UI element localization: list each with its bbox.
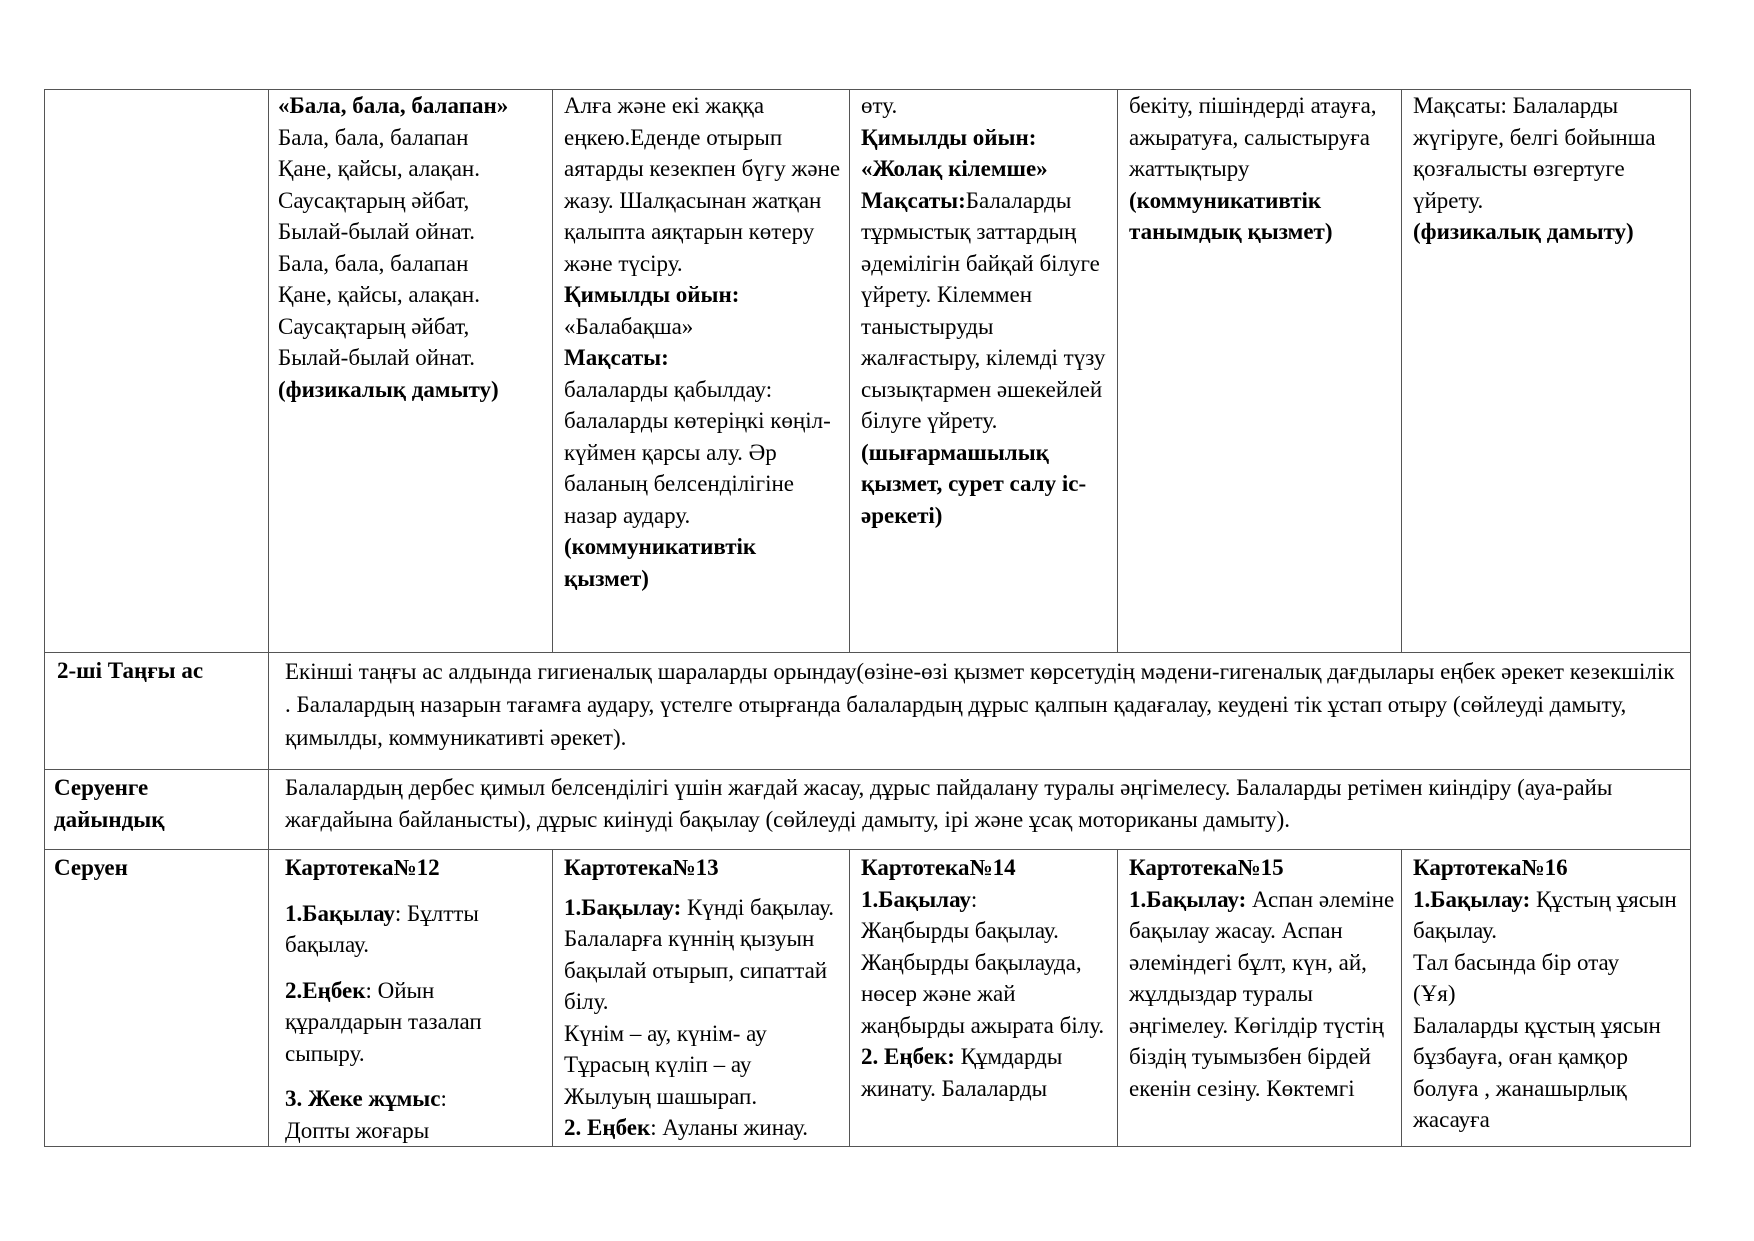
poem-line: Жылуың шашырап. bbox=[564, 1083, 758, 1109]
activity-tag: (коммуникативтік қызмет) bbox=[564, 534, 757, 591]
rhyme-line: Бала, бала, балапан bbox=[278, 250, 469, 276]
game-label: Қимылды ойын: bbox=[564, 282, 740, 307]
goal-paragraph bbox=[861, 188, 1105, 528]
morning-cell-3 bbox=[850, 90, 1118, 653]
poem-line: Күнім – ау, күнім- ау bbox=[564, 1020, 767, 1046]
walk-cell-13 bbox=[553, 850, 850, 1147]
walk-label-text: Серуен bbox=[54, 855, 128, 880]
observation-text: Аспан әлеміне бақылау жасау. Аспан әлеміндегі бұлт, күн, ай, жұлдыздар туралы әңгімелеу. Көгілдір түстің біздің туымызбен бірдей екенін сезіну. Көктемгі bbox=[1129, 886, 1395, 1101]
rhyme-title: «Бала, бала, балапан» bbox=[278, 93, 509, 118]
walk-prep-row bbox=[45, 770, 1691, 850]
walk-cell-12 bbox=[269, 850, 553, 1147]
activity-tag: (физикалық дамыту) bbox=[1413, 219, 1634, 244]
plan-table bbox=[44, 89, 1691, 1147]
walk-row bbox=[45, 850, 1691, 1147]
rhyme-line: Саусақтарың әйбат, bbox=[278, 187, 470, 213]
work-text: : Ауланы жинау. bbox=[650, 1115, 809, 1140]
goal-text: Балаларды құстың ұясын бұзбауға, оған қамқор болуға , жанашырлық жасауға bbox=[1413, 1012, 1661, 1132]
morning-row bbox=[45, 90, 1691, 653]
walk-cell-14 bbox=[850, 850, 1118, 1147]
breakfast-row bbox=[45, 653, 1691, 770]
walk-cell-15 bbox=[1118, 850, 1402, 1147]
breakfast-text: Екінші таңғы ас алдында гигиеналық шараларды орындау(өзіне-өзі қызмет көрсетудің мәдени-гигеналық дағдылары еңбек әрекет кезекшілік . Балалардың назарын тағамға аудару, үстелге отырғанда балалардың дұрыс қалпын қадағалау, кеудені тік ұстап отыру (сөйлеуді дамыту, қимылды, коммуникативті әрекет). bbox=[285, 659, 1675, 750]
work-text: : Ойын құралдарын тазалап сыпыру. bbox=[285, 977, 482, 1066]
task-text: бекіту, пішіндерді атауға, ажыратуға, салыстыруға жаттықтыру bbox=[1129, 93, 1377, 181]
activity-tag: (шығармашылық қызмет, сурет салу іс-әрекеті) bbox=[861, 439, 1087, 528]
individual-label: 3. Жеке жұмыс bbox=[285, 1086, 441, 1111]
work-label: 2.Еңбек bbox=[285, 977, 366, 1003]
walk-prep-label bbox=[45, 770, 269, 850]
rhyme-line: Бала, бала, балапан bbox=[278, 124, 469, 150]
rhyme-line: Саусақтарың әйбат, bbox=[278, 313, 470, 339]
observation-item bbox=[861, 884, 1111, 916]
card-title: Картотека№15 bbox=[1129, 855, 1284, 880]
rhyme-line: Қане, қайсы, алақан. bbox=[278, 156, 480, 181]
continued-text: өту. bbox=[861, 93, 898, 118]
goal-text: Балаларды тұрмыстық заттардың әдемілігін байқай білуге үйрету. Кілеммен таныстыруды жалғастыру, кілемді түзу сызықтармен әшекейлей білуге үйрету. bbox=[861, 187, 1106, 433]
observation-label: 1.Бақылау: bbox=[564, 894, 682, 920]
observation-item bbox=[1129, 884, 1395, 1105]
observation-label: 1.Бақылау bbox=[861, 886, 971, 912]
card-title: Картотека№14 bbox=[861, 855, 1016, 880]
walk-prep-label-text: Серуенге дайындық bbox=[54, 775, 165, 832]
morning-label-cell bbox=[45, 90, 269, 653]
observation-text: Құстың ұясын бақылау. bbox=[1413, 886, 1677, 943]
riddle-answer: (Ұя) bbox=[1413, 981, 1456, 1006]
observation-label: 1.Бақылау: bbox=[1129, 886, 1247, 912]
riddle-line: Тал басында бір отау bbox=[1413, 949, 1620, 975]
walk-label bbox=[45, 850, 269, 1147]
walk-prep-text: Балалардың дербес қимыл белсенділігі үшін жағдай жасау, дұрыс пайдалану туралы әңгімелесу. Балаларды ретімен киіндіру (ауа-райы жағдайына байланысты), дұрыс киінуді бақылау (сөйлеуді дамыту, ірі және ұсақ моториканы дамыту). bbox=[285, 775, 1613, 832]
observation-text: Күнді бақылау. Балаларға күннің қызуын бақылай отырып, сипаттай білу. bbox=[564, 894, 835, 1014]
individual-colon: : bbox=[440, 1086, 447, 1111]
rhyme-line: Былай-былай ойнат. bbox=[278, 219, 476, 244]
card-title: Картотека№13 bbox=[564, 855, 719, 880]
game-label: Қимылды ойын: bbox=[861, 124, 1037, 150]
observation-text: Жаңбырды бақылау. Жаңбырды бақылауда, нөсер және жай жаңбырды ажырата білу. bbox=[861, 918, 1105, 1038]
observation-item bbox=[1413, 884, 1684, 947]
rhyme-line: Қане, қайсы, алақан. bbox=[278, 282, 480, 307]
observation-colon: : bbox=[970, 886, 978, 912]
observation-item bbox=[564, 892, 843, 1018]
morning-cell-1 bbox=[269, 90, 553, 653]
activity-tag: (физикалық дамыту) bbox=[278, 376, 499, 402]
card-title: Картотека№16 bbox=[1413, 855, 1568, 880]
breakfast-label bbox=[45, 653, 269, 770]
individual-item bbox=[285, 1083, 546, 1115]
observation-label: 1.Бақылау: bbox=[1413, 886, 1531, 912]
goal-label: Мақсаты: bbox=[861, 187, 966, 213]
walk-prep-text-cell bbox=[269, 770, 1691, 850]
observation-label: 1.Бақылау bbox=[285, 900, 395, 926]
activity-tag: (коммуникативтік танымдық қызмет) bbox=[1129, 187, 1333, 244]
work-item bbox=[285, 975, 546, 1070]
breakfast-text-cell bbox=[269, 653, 1691, 770]
rhyme-line: Былай-былай ойнат. bbox=[278, 345, 476, 370]
poem-line: Тұрасың күліп – ау bbox=[564, 1052, 752, 1077]
work-label: 2. Еңбек: bbox=[861, 1044, 955, 1069]
work-text: Құмдарды жинату. Балаларды bbox=[861, 1044, 1063, 1101]
individual-text: Допты жоғары bbox=[285, 1117, 430, 1143]
observation-text: : Бұлтты бақылау. bbox=[285, 900, 479, 957]
card-title: Картотека№12 bbox=[285, 855, 440, 880]
goal-text: балаларды қабылдау: балаларды көтеріңкі көңіл-күймен қарсы алу. Әр баланың белсенділігіне назар аудару. bbox=[564, 376, 831, 528]
work-item bbox=[564, 1112, 843, 1144]
goal-text: Мақсаты: Балаларды жүгіруге, белгі бойынша қозғалысты өзгертуге үйрету. bbox=[1413, 93, 1656, 213]
goal-label: Мақсаты: bbox=[564, 345, 669, 370]
morning-cell-2 bbox=[553, 90, 850, 653]
morning-cell-5 bbox=[1402, 90, 1691, 653]
morning-cell-4 bbox=[1118, 90, 1402, 653]
walk-cell-16 bbox=[1402, 850, 1691, 1147]
game-name: «Жолақ кілемше» bbox=[861, 156, 1048, 181]
exercise-text: Алға және екі жаққа еңкею.Еденде отырып аятарды кезекпен бүгу және жазу. Шалқасынан жатқан қалыпта аяқтарын көтеру және түсіру. bbox=[564, 93, 841, 276]
work-item bbox=[861, 1041, 1111, 1104]
work-label: 2. Еңбек bbox=[564, 1115, 651, 1140]
game-name: «Балабақша» bbox=[564, 313, 694, 339]
observation-item bbox=[285, 898, 546, 961]
breakfast-label-text: 2-ші Таңғы ас bbox=[57, 658, 204, 683]
